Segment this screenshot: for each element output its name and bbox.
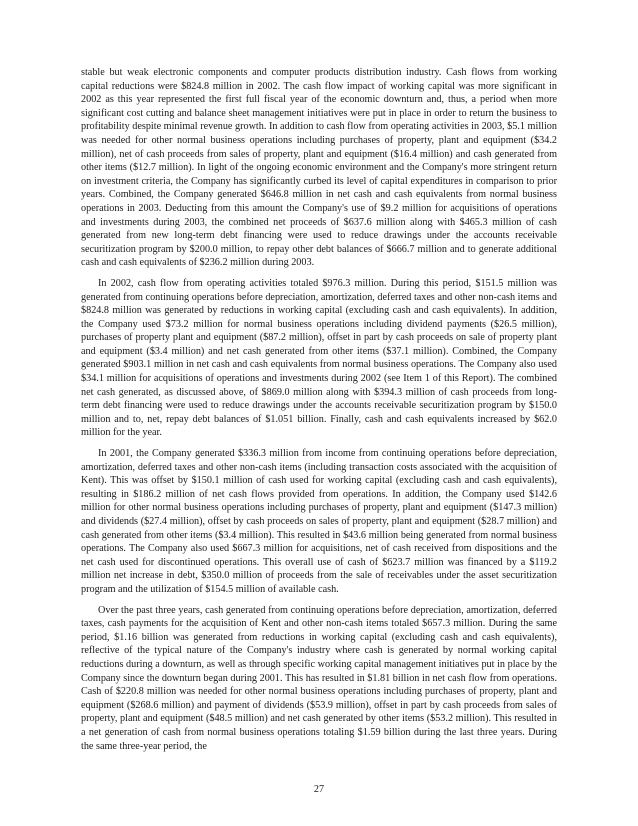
paragraph-three-years: Over the past three years, cash generated from continuing operations before depreciation, amortization, deferred taxes, cash payments for the acquisition of Kent and other non-cash items totaled $657.3 million. During the same period, $1.16 billion was generated from reductions in working capital (excluding cash and cash equivalents), reflective of the typical nature of the Company's industry where cash is generated by normal working capital reductions during a downturn, as well as through specific working capital management initiatives put in place by the Company since the downturn began during 2001. This has resulted in $1.81 billion in net cash flow from operations. Cash of $220.8 million was needed for other normal business operations including purchases of property, plant and equipment ($268.6 million) and payment of dividends ($53.9 million), offset in part by cash proceeds from sales of property, plant and equipment ($48.5 million) and net cash generated by other items ($53.2 million). This resulted in a net generation of cash from normal business operations totaling $1.59 billion during the last three years. During the same three-year period, the <box>81 604 557 752</box>
paragraph-continued: stable but weak electronic components and computer products distribution industry. Cash flows from working capital reductions were $824.8 million in 2002. The cash flow impact of working capital was more significant in 2002 as this year represented the first full fiscal year of the economic downturn and, thus, a period when more significant cost cutting and balance sheet management initiatives were put in place in order to return the business to profitability despite minimal revenue growth. In addition to cash flow from operating activities in 2003, $5.1 million was needed for other normal business operations including purchases of property, plant and equipment ($34.2 million), net of cash proceeds from sales of property, plant and equipment ($16.4 million) and cash generated from other items ($12.7 million). In light of the ongoing economic environment and the Company's more stringent return on investment criteria, the Company has significantly curbed its level of capital expenditures in comparison to prior years. Combined, the Company generated $646.8 million in net cash and cash equivalents from normal business operations in 2003. Deducting from this amount the Company's use of $9.2 million for acquisitions of operations and investments during 2003, the combined net proceeds of $637.6 million along with $465.3 million of cash generated from new long-term debt financing were used to reduce drawings under the accounts receivable securitization program by $200.0 million, to repay other debt balances of $666.7 million and to generate additional cash and cash equivalents of $236.2 million during 2003. <box>81 67 557 269</box>
page-number: 27 <box>313 784 325 795</box>
paragraph-2001: In 2001, the Company generated $336.3 million from income from continuing operations before depreciation, amortization, deferred taxes and other non-cash items (including transaction costs associated with the acquisition of Kent). This was offset by $150.1 million of cash used for working capital (excluding cash and cash equivalents), resulting in $186.2 million of net cash flows provided from operations. In addition, the Company used $142.6 million for other normal business operations including purchases of property, plant and equipment ($147.3 million) and dividends ($27.4 million), offset by cash proceeds on sales of property, plant and equipment ($28.7 million) and cash generated from other items ($3.4 million). This resulted in $43.6 million being generated from normal business operations. The Company also used $667.3 million for acquisitions, net of cash received from dispositions and the net cash used for discontinued operations. This overall use of cash of $623.7 million was financed by a $119.2 million net increase in debt, $350.0 million of proceeds from the sale of receivables under the asset securitization program and the utilization of $154.5 million of available cash. <box>81 448 557 595</box>
document-body <box>81 66 557 760</box>
paragraph-2002: In 2002, cash flow from operating activities totaled $976.3 million. During this period, $151.5 million was generated from continuing operations before depreciation, amortization, deferred taxes and other non-cash items and $824.8 million was generated by reductions in working capital (excluding cash and cash equivalents). In addition, the Company used $73.2 million for normal business operations including dividend payments ($26.5 million), purchases of property plant and equipment ($87.2 million), offset in part by cash proceeds on sale of property plant and equipment ($3.4 million) and net cash generated from other items ($37.1 million). Combined, the Company generated $903.1 million in net cash and cash equivalents from normal business operations. The Company also used $34.1 million for acquisitions of operations and investments during 2002 (see Item 1 of this Report). The combined net cash generated, as discussed above, of $869.0 million along with $394.3 million of cash proceeds from long-term debt financing were used to reduce drawings under the accounts receivable securitization program by $150.0 million and to, net, repay debt balances of $1.051 billion. Finally, cash and cash equivalents increased by $62.0 million for the year. <box>81 277 557 439</box>
